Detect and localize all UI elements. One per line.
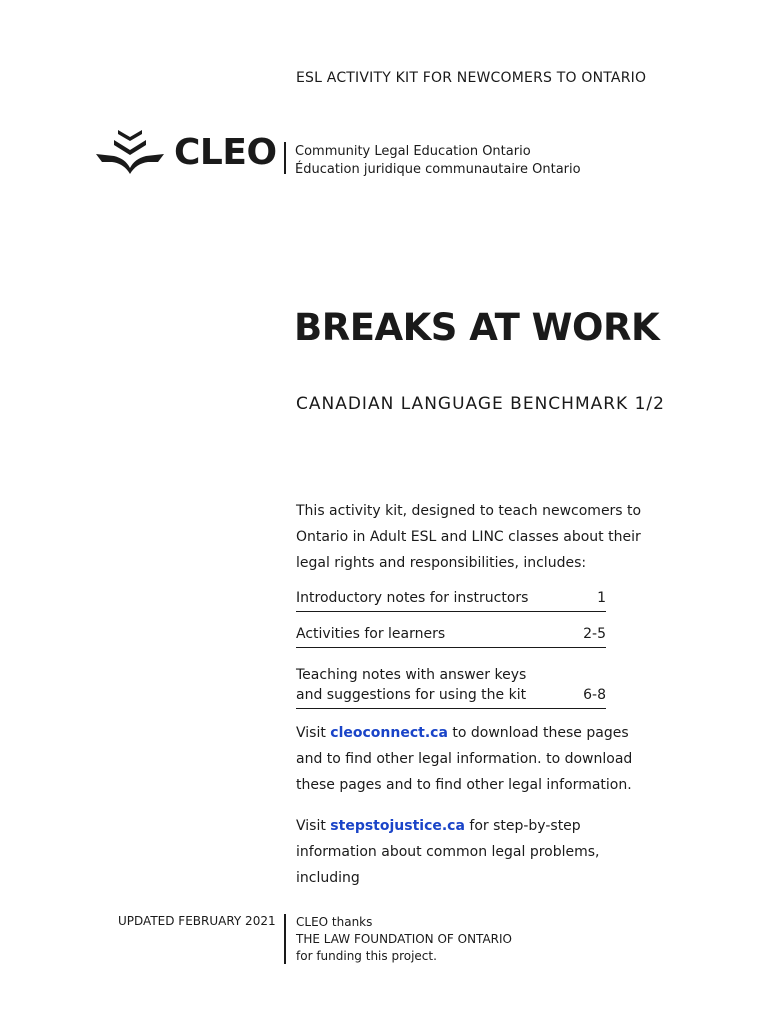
funding-acknowledgement — [296, 914, 512, 965]
contents-item-page: 6-8 — [583, 687, 606, 703]
cleoconnect-link[interactable]: cleoconnect.ca — [330, 725, 448, 741]
contents-item — [296, 665, 606, 709]
org-name-french: Éducation juridique communautaire Ontario — [295, 162, 581, 177]
page-title: BREAKS AT WORK — [294, 306, 660, 349]
contents-item — [296, 624, 606, 648]
contents-item-label: Teaching notes with answer keys and suggestions for using the kit — [296, 667, 527, 703]
stepstojustice-link[interactable]: stepstojustice.ca — [330, 818, 465, 834]
logo-divider — [284, 142, 286, 174]
thanks-line: THE LAW FOUNDATION OF ONTARIO — [296, 932, 512, 946]
contents-item-page: 2-5 — [583, 626, 606, 642]
org-name-english: Community Legal Education Ontario — [295, 144, 531, 159]
logo-wordmark: CLEO — [174, 132, 277, 173]
visit-prefix: Visit — [296, 725, 331, 741]
visit-suffix: for step-by-step information about common legal problems, including — [296, 818, 600, 886]
intro-paragraph: This activity kit, designed to teach newcomers to Ontario in Adult ESL and LINC classes about their legal rights and responsibilities, includes: — [296, 503, 642, 571]
visit-suffix: to download these pages and to find other legal information. to download these pages and to find other legal information. — [296, 725, 633, 793]
kit-title: ESL ACTIVITY KIT FOR NEWCOMERS TO ONTARIO — [296, 70, 647, 86]
visit-cleoconnect-paragraph — [296, 720, 646, 798]
contents-list — [296, 588, 606, 709]
footer-divider — [284, 914, 286, 964]
updated-date: UPDATED FEBRUARY 2021 — [118, 914, 276, 928]
visit-prefix: Visit — [296, 818, 331, 834]
cleo-logo — [94, 128, 581, 184]
page-subtitle: CANADIAN LANGUAGE BENCHMARK 1/2 — [296, 394, 665, 414]
book-bird-logo-icon — [94, 128, 166, 180]
contents-item — [296, 588, 606, 612]
visit-stepstojustice-paragraph — [296, 813, 646, 891]
contents-item-page: 1 — [597, 590, 606, 606]
contents-item-label: Introductory notes for instructors — [296, 590, 529, 606]
contents-item-label: Activities for learners — [296, 626, 446, 642]
thanks-line: CLEO thanks — [296, 915, 373, 929]
thanks-line: for funding this project. — [296, 949, 437, 963]
